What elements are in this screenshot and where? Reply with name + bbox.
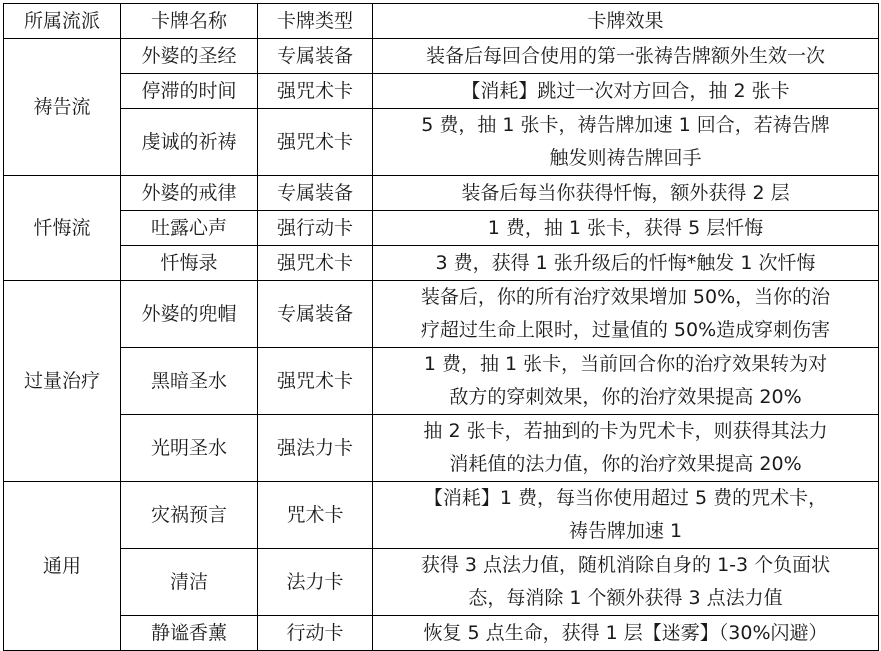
effect-line: 3 费，获得 1 张升级后的忏悔*触发 1 次忏悔 xyxy=(435,251,816,274)
effect-line: 触发则祷告牌回手 xyxy=(549,147,702,169)
card-type-cell: 咒术卡 xyxy=(258,482,373,549)
card-effect-cell xyxy=(373,176,879,211)
card-type-cell: 强法力卡 xyxy=(258,415,373,482)
card-effect-cell xyxy=(373,39,879,74)
card-name-cell: 吐露心声 xyxy=(121,211,258,246)
table-row xyxy=(4,74,879,109)
card-name-cell: 外婆的圣经 xyxy=(121,39,258,74)
school-cell: 忏悔流 xyxy=(4,176,121,281)
card-effect-cell xyxy=(373,549,879,616)
school-cell: 祷告流 xyxy=(4,39,121,176)
card-type-cell: 专属装备 xyxy=(258,176,373,211)
header-card-name: 卡牌名称 xyxy=(121,4,258,39)
card-effect-cell xyxy=(373,211,879,246)
school-cell: 过量治疗 xyxy=(4,281,121,482)
effect-line: 敌方的穿刺效果，你的治疗效果提高 20% xyxy=(449,386,802,408)
card-name-cell: 外婆的兜帽 xyxy=(121,281,258,348)
card-type-cell: 专属装备 xyxy=(258,39,373,74)
card-name-cell: 外婆的戒律 xyxy=(121,176,258,211)
card-type-cell: 强咒术卡 xyxy=(258,74,373,109)
table-row xyxy=(4,549,879,616)
card-type-cell: 强行动卡 xyxy=(258,211,373,246)
effect-line: 装备后，你的所有治疗效果增加 50%，当你的治 xyxy=(420,286,831,308)
table-row xyxy=(4,176,879,211)
header-card-effect: 卡牌效果 xyxy=(373,4,879,39)
effect-line: 消耗值的法力值，你的治疗效果提高 20% xyxy=(449,453,802,475)
card-type-cell: 行动卡 xyxy=(258,616,373,651)
card-name-cell: 忏悔录 xyxy=(121,246,258,281)
card-name-cell: 静谧香薰 xyxy=(121,616,258,651)
effect-line: 祷告牌加速 1 xyxy=(568,520,683,542)
card-effect-cell xyxy=(373,74,879,109)
table-row xyxy=(4,616,879,651)
table-row xyxy=(4,415,879,482)
card-name-cell: 虔诚的祈祷 xyxy=(121,109,258,176)
card-effect-cell xyxy=(373,482,879,549)
card-effect-cell xyxy=(373,281,879,348)
table-body xyxy=(4,39,879,651)
card-type-cell: 强咒术卡 xyxy=(258,109,373,176)
card-type-cell: 专属装备 xyxy=(258,281,373,348)
school-cell: 通用 xyxy=(4,482,121,651)
effect-line: 【消耗】跳过一次对方回合，抽 2 张卡 xyxy=(461,79,790,102)
effect-line: 态，每消除 1 个额外获得 3 点法力值 xyxy=(468,587,783,609)
effect-line: 恢复 5 点生命，获得 1 层【迷雾】（30%闪避） xyxy=(423,621,828,644)
effect-line: 疗超过生命上限时，过量值的 50%造成穿刺伤害 xyxy=(420,319,831,341)
table-row xyxy=(4,246,879,281)
table-row xyxy=(4,39,879,74)
header-row xyxy=(4,4,879,39)
card-table xyxy=(3,3,879,651)
header-school: 所属流派 xyxy=(4,4,121,39)
effect-line: 装备后每回合使用的第一张祷告牌额外生效一次 xyxy=(425,44,825,67)
card-type-cell: 强咒术卡 xyxy=(258,348,373,415)
effect-line: 1 费，抽 1 张卡，当前回合你的治疗效果转为对 xyxy=(423,353,828,375)
card-effect-cell xyxy=(373,109,879,176)
effect-line: 装备后每当你获得忏悔，额外获得 2 层 xyxy=(461,181,790,204)
card-name-cell: 光明圣水 xyxy=(121,415,258,482)
effect-line: 抽 2 张卡，若抽到的卡为咒术卡，则获得其法力 xyxy=(423,420,828,442)
card-name-cell: 灾祸预言 xyxy=(121,482,258,549)
card-type-cell: 法力卡 xyxy=(258,549,373,616)
card-name-cell: 黑暗圣水 xyxy=(121,348,258,415)
card-type-cell: 强咒术卡 xyxy=(258,246,373,281)
card-name-cell: 停滞的时间 xyxy=(121,74,258,109)
card-effect-cell xyxy=(373,348,879,415)
header-card-type: 卡牌类型 xyxy=(258,4,373,39)
table-row xyxy=(4,348,879,415)
card-effect-cell xyxy=(373,616,879,651)
card-effect-cell xyxy=(373,246,879,281)
table-row xyxy=(4,482,879,549)
effect-line: 【消耗】1 费，每当你使用超过 5 费的咒术卡， xyxy=(423,487,828,509)
card-effect-cell xyxy=(373,415,879,482)
table-row xyxy=(4,281,879,348)
effect-line: 获得 3 点法力值，随机消除自身的 1-3 个负面状 xyxy=(420,554,831,576)
table-row xyxy=(4,211,879,246)
card-name-cell: 清洁 xyxy=(121,549,258,616)
table-row xyxy=(4,109,879,176)
effect-line: 5 费，抽 1 张卡，祷告牌加速 1 回合，若祷告牌 xyxy=(421,114,830,136)
effect-line: 1 费，抽 1 张卡，获得 5 层忏悔 xyxy=(487,216,764,239)
